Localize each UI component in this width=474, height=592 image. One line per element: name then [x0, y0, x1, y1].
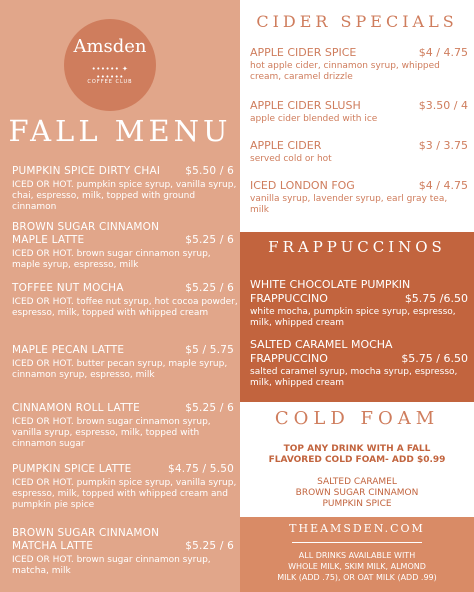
item-description: ICED OR HOT. brown sugar cinnamon syrup, vanilla syrup, espresso, milk, topped with cinnamon sugar — [12, 417, 211, 449]
cider-item — [250, 46, 468, 83]
item-name-line2: MAPLE LATTE — [12, 234, 85, 246]
menu-item — [12, 527, 238, 577]
item-price: $5.25 / 6 — [185, 540, 234, 552]
cold-foam-offer-line2: FLAVORED COLD FOAM- ADD $0.99 — [268, 455, 446, 465]
logo-subtitle: COFFEE CLUB — [87, 79, 133, 85]
menu-item — [12, 344, 238, 381]
item-description: ICED OR HOT. brown sugar cinnamon syrup, maple syrup, espresso, milk — [12, 249, 211, 270]
item-name-line2: FRAPPUCCINO — [250, 292, 328, 305]
item-price: $4 / 4.75 — [418, 179, 468, 192]
item-name: BROWN SUGAR CINNAMON — [12, 527, 160, 539]
item-description: hot apple cider, cinnamon syrup, whipped cream, caramel drizzle — [250, 61, 440, 82]
item-name: APPLE CIDER SPICE — [250, 46, 357, 59]
cider-item — [250, 99, 468, 125]
item-price: $4.75 / 5.50 — [167, 463, 234, 475]
item-name: CINNAMON ROLL LATTE — [12, 402, 140, 414]
website-link[interactable]: THEAMSDEN.COM — [289, 522, 425, 535]
menu-item — [12, 221, 238, 271]
item-description: ICED OR HOT. brown sugar cinnamon syrup, matcha, milk — [12, 555, 211, 576]
item-name: WHITE CHOCOLATE PUMPKIN — [250, 278, 411, 291]
item-name: APPLE CIDER SLUSH — [250, 99, 361, 112]
item-description: ICED OR HOT. pumpkin spice syrup, vanilla syrup, espresso, milk, topped with whipped cream and pumpkin pie spice — [12, 478, 237, 510]
item-name: PUMPKIN SPICE LATTE — [12, 463, 132, 475]
item-name: TOFFEE NUT MOCHA — [12, 282, 124, 294]
cider-specials-heading: CIDER SPECIALS — [256, 12, 458, 31]
frappuccino-item — [250, 278, 468, 329]
item-price: $5.25 / 6 — [185, 282, 234, 294]
item-price: $3 / 3.75 — [418, 139, 468, 152]
cider-item — [250, 139, 468, 165]
logo-circle — [64, 19, 156, 111]
cold-foam-flavor: BROWN SUGAR CINNAMON — [295, 488, 419, 498]
item-price: $5.25 / 6 — [185, 402, 234, 414]
cider-item — [250, 179, 468, 216]
milk-note-line3: MILK (ADD .75), OR OAT MILK (ADD .99) — [277, 573, 437, 582]
fall-menu-title: FALL MENU — [8, 114, 232, 148]
milk-note-line2: WHOLE MILK, SKIM MILK, ALMOND — [288, 562, 426, 571]
item-description: apple cider blended with ice — [250, 114, 378, 124]
item-description: ICED OR HOT. toffee nut syrup, hot cocoa powder, espresso, milk, topped with whipped cream — [12, 297, 238, 318]
item-name: MAPLE PECAN LATTE — [12, 344, 125, 356]
item-name: SALTED CARAMEL MOCHA — [250, 338, 393, 351]
logo-name: Amsden — [73, 36, 147, 57]
item-price: $5.75 /6.50 — [404, 292, 468, 305]
item-price: $5.75 / 6.50 — [401, 352, 468, 365]
cold-foam-flavor: SALTED CARAMEL — [317, 477, 397, 487]
item-price: $5.25 / 6 — [185, 234, 234, 246]
item-description: salted caramel syrup, mocha syrup, espresso, milk, whipped cream — [250, 367, 458, 388]
item-name: BROWN SUGAR CINNAMON — [12, 221, 160, 233]
menu-item — [12, 282, 238, 319]
item-name: PUMPKIN SPICE DIRTY CHAI — [12, 165, 161, 177]
milk-options-note — [240, 550, 474, 583]
item-description: ICED OR HOT. butter pecan syrup, maple syrup, cinnamon syrup, espresso, milk — [12, 359, 228, 380]
menu-item — [12, 165, 238, 213]
cold-foam-offer-line1: TOP ANY DRINK WITH A FALL — [283, 444, 431, 454]
item-description: vanilla syrup, lavender syrup, earl gray tea, milk — [250, 194, 448, 215]
cold-foam-flavor: PUMPKIN SPICE — [322, 499, 392, 509]
item-description: white mocha, pumpkin spice syrup, espresso, milk, whipped cream — [250, 307, 456, 328]
milk-note-line1: ALL DRINKS AVAILABLE WITH — [298, 551, 416, 560]
item-price: $5 / 5.75 — [185, 344, 234, 356]
item-name: APPLE CIDER — [250, 139, 322, 152]
frappuccinos-heading: FRAPPUCCINOS — [268, 238, 446, 256]
item-name-line2: MATCHA LATTE — [12, 540, 94, 552]
item-description: ICED OR HOT. pumpkin spice syrup, vanilla syrup, chai, espresso, milk, topped with ground cinnamon — [12, 180, 237, 212]
item-price: $5.50 / 6 — [185, 165, 234, 177]
item-description: served cold or hot — [250, 154, 332, 164]
item-price: $4 / 4.75 — [418, 46, 468, 59]
cold-foam-heading: COLD FOAM — [274, 408, 440, 429]
logo-divider: •••••• ✦ •••••• — [91, 65, 129, 81]
item-name-line2: FRAPPUCCINO — [250, 352, 328, 365]
item-price: $3.50 / 4 — [418, 99, 468, 112]
menu-item — [12, 402, 238, 450]
menu-item — [12, 463, 238, 511]
divider — [292, 542, 422, 543]
item-name: ICED LONDON FOG — [250, 179, 355, 192]
frappuccino-item — [250, 338, 468, 389]
